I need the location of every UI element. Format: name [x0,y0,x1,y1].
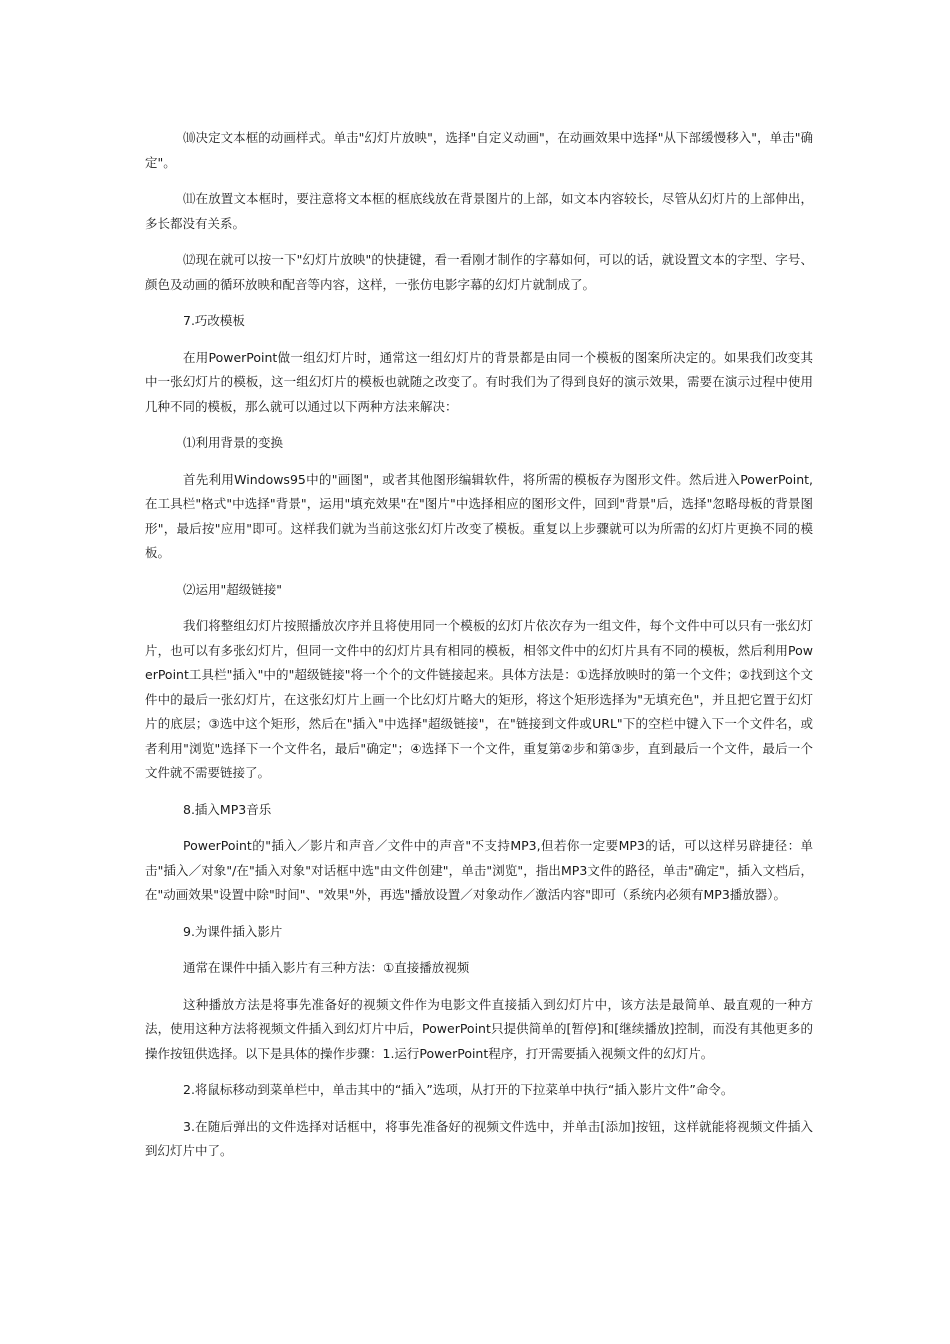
document-body [145,126,813,1176]
subheading-hyperlink: ⑵运用"超级链接" [183,581,282,597]
paragraph-video-direct: 这种播放方法是将事先准备好的视频文件作为电影文件直接插入到幻灯片中，该方法是最简单、最直观的一种方法，使用这种方法将视频文件插入到幻灯片中后，PowerPoint只提供简单的[暂停]和[继续播放]控制，而没有其他更多的操作按钮供选择。以下是具体的操作步骤：1.运行PowerPoint程序，打开需要插入视频文件的幻灯片。 [145,996,813,1061]
section-heading-9: 9.为课件插入影片 [183,923,283,939]
section-heading-7: 7.巧改模板 [183,313,245,328]
paragraph-video-step-3: 3.在随后弹出的文件选择对话框中，将事先准备好的视频文件选中，并单击[添加]按钮，这样就能将视频文件插入到幻灯片中了。 [145,1118,813,1158]
paragraph-step-11: ⑾在放置文本框时，要注意将文本框的框底线放在背景图片的上部，如文本内容较长，尽管从幻灯片的上部伸出，多长都没有关系。 [145,191,813,231]
paragraph-template-intro: 在用PowerPoint做一组幻灯片时，通常这一组幻灯片的背景都是由同一个模板的图案所决定的。如果我们改变其中一张幻灯片的模板，这一组幻灯片的模板也就随之改变了。有时我们为了得到良好的演示效果，需要在演示过程中使用几种不同的模板，那么就可以通过以下两种方法来解决： [145,349,813,414]
section-heading-8: 8.插入MP3音乐 [183,801,272,817]
paragraph-video-step-2: 2.将鼠标移动到菜单栏中，单击其中的“插入”选项，从打开的下拉菜单中执行“插入影片文件”命令。 [183,1082,734,1097]
subheading-background: ⑴利用背景的变换 [183,435,284,450]
paragraph-step-10: ⑽决定文本框的动画样式。单击"幻灯片放映"，选择"自定义动画"，在动画效果中选择"从下部缓慢移入"，单击"确定"。 [145,130,813,170]
paragraph-step-12: ⑿现在就可以按一下"幻灯片放映"的快捷键，看一看刚才制作的字幕如何，可以的话，就设置文本的字型、字号、颜色及动画的循环放映和配音等内容，这样，一张仿电影字幕的幻灯片就制成了。 [145,252,813,292]
paragraph-background-method: 首先利用Windows95中的"画图"，或者其他图形编辑软件，将所需的模板存为图形文件。然后进入PowerPoint,在工具栏"格式"中选择"背景"，运用"填充效果"在"图片"中选择相应的图形文件，回到"背景"后，选择"忽略母板的背景图形"，最后按"应用"即可。这样我们就为当前这张幻灯片改变了模板。重复以上步骤就可以为所需的幻灯片更换不同的模板。 [145,471,813,560]
paragraph-hyperlink-method: 我们将整组幻灯片按照播放次序并且将使用同一个模板的幻灯片依次存为一组文件，每个文件中可以只有一张幻灯片，也可以有多张幻灯片，但同一文件中的幻灯片具有相同的模板，相邻文件中的幻灯片具有不同的模板，然后利用PowerPoint工具栏"插入"中的"超级链接"将一个个的文件链接起来。具体方法是：①选择放映时的第一个文件；②找到这个文件中的最后一张幻灯片，在这张幻灯片上画一个比幻灯片略大的矩形，将这个矩形选择为"无填充色"，并且把它置于幻灯片的底层；③选中这个矩形，然后在"插入"中选择"超级链接"，在"链接到文件或URL"下的空栏中键入下一个文件名，或者利用"浏览"选择下一个文件名，最后"确定"；④选择下一个文件，重复第②步和第③步，直到最后一个文件，最后一个文件就不需要链接了。 [145,618,813,780]
paragraph-video-methods: 通常在课件中插入影片有三种方法：①直接播放视频 [183,960,470,975]
paragraph-mp3: PowerPoint的"插入／影片和声音／文件中的声音"不支持MP3,但若你一定要MP3的话，可以这样另辟捷径：单击"插入／对象"/在"插入对象"对话框中选"由文件创建"，单击"浏览"，指出MP3文件的路径，单击"确定"，插入文档后，在"动画效果"设置中除"时间"、"效果"外，再选"播放设置／对象动作／激活内容"即可（系统内必须有MP3播放器）。 [145,838,813,902]
